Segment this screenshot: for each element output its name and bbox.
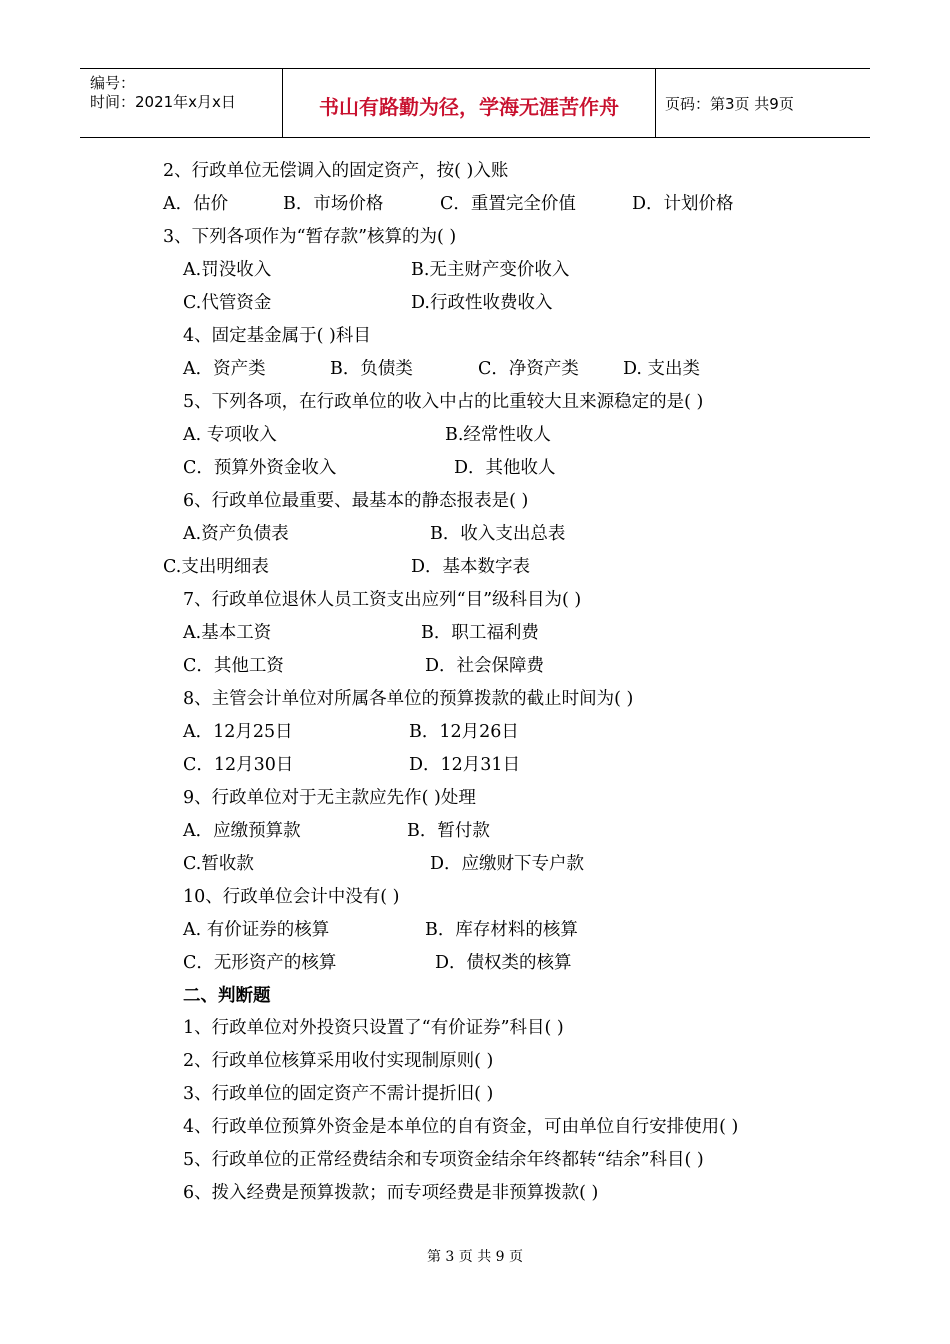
option-text: B．收入支出总表 bbox=[430, 524, 566, 544]
option-text: B．12月26日 bbox=[409, 722, 519, 742]
question-text: 8、主管会计单位对所属各单位的预算拨款的截止时间为( ) bbox=[183, 689, 634, 709]
option-text: C．其他工资 bbox=[183, 656, 284, 676]
option-text: D．12月31日 bbox=[409, 755, 521, 775]
header-motto: 书山有路勤为径，学海无涯苦作舟 bbox=[319, 95, 619, 119]
option-text: B.经常性收人 bbox=[445, 425, 551, 445]
question-text: 7、行政单位退休人员工资支出应列“目”级科目为( ) bbox=[183, 590, 582, 610]
option-text: C.暂收款 bbox=[183, 854, 254, 874]
option-text: D．其他收人 bbox=[454, 458, 556, 478]
question-text: 3、下列各项作为“暂存款”核算的为( ) bbox=[163, 227, 457, 247]
judgement-item: 2、行政单位核算采用收付实现制原则( ) bbox=[183, 1051, 494, 1071]
question-text: 2、行政单位无偿调入的固定资产，按( )入账 bbox=[163, 161, 509, 181]
option-text: B．负债类 bbox=[330, 359, 413, 379]
judgement-item: 3、行政单位的固定资产不需计提折旧( ) bbox=[183, 1084, 494, 1104]
option-text: B．市场价格 bbox=[283, 194, 384, 214]
option-text: D．社会保障费 bbox=[425, 656, 545, 676]
option-text: D．应缴财下专户款 bbox=[430, 854, 585, 874]
option-text: D．债权类的核算 bbox=[435, 953, 572, 973]
option-text: C．无形资产的核算 bbox=[183, 953, 337, 973]
option-text: B.无主财产变价收入 bbox=[411, 260, 570, 280]
option-text: A. 有价证券的核算 bbox=[183, 920, 330, 940]
header-meta-cell bbox=[80, 69, 282, 137]
option-text: D.行政性收费收入 bbox=[411, 293, 553, 313]
judgement-item: 1、行政单位对外投资只设置了“有价证券”科目( ) bbox=[183, 1018, 564, 1038]
question-text: 5、下列各项，在行政单位的收入中占的比重较大且来源稳定的是( ) bbox=[183, 392, 704, 412]
option-text: A. 专项收入 bbox=[183, 425, 277, 445]
option-text: D. 支出类 bbox=[623, 359, 701, 379]
option-text: B．职工福利费 bbox=[421, 623, 539, 643]
question-text: 9、行政单位对于无主款应先作( )处理 bbox=[183, 788, 476, 808]
option-text: D．计划价格 bbox=[632, 194, 734, 214]
option-text: A．资产类 bbox=[183, 359, 266, 379]
judgement-item: 5、行政单位的正常经费结余和专项资金结余年终都转“结余”科目( ) bbox=[183, 1150, 704, 1170]
option-text: C．重置完全价值 bbox=[440, 194, 576, 214]
option-text: C．净资产类 bbox=[478, 359, 579, 379]
section-heading: 二、判断题 bbox=[183, 986, 271, 1006]
question-text: 10、行政单位会计中没有( ) bbox=[183, 887, 400, 907]
page-header bbox=[80, 68, 870, 138]
judgement-item: 6、拨入经费是预算拨款；而专项经费是非预算拨款( ) bbox=[183, 1183, 599, 1203]
option-text: A.基本工资 bbox=[183, 623, 272, 643]
header-page-info: 页码：第3页 共9页 bbox=[665, 95, 794, 113]
option-text: A.资产负债表 bbox=[183, 524, 289, 544]
document-date: 时间：2021年x月x日 bbox=[90, 93, 236, 111]
judgement-item: 4、行政单位预算外资金是本单位的自有资金，可由单位自行安排使用( ) bbox=[183, 1117, 739, 1137]
option-text: A．12月25日 bbox=[183, 722, 293, 742]
option-text: D．基本数字表 bbox=[411, 557, 531, 577]
question-text: 6、行政单位最重要、最基本的静态报表是( ) bbox=[183, 491, 529, 511]
option-text: C．预算外资金收入 bbox=[183, 458, 337, 478]
page-footer: 第 3 页 共 9 页 bbox=[426, 1249, 524, 1265]
document-number-label: 编号： bbox=[90, 74, 136, 92]
question-text: 4、固定基金属于( )科目 bbox=[183, 326, 371, 346]
option-text: C．12月30日 bbox=[183, 755, 294, 775]
option-text: B．库存材料的核算 bbox=[425, 920, 578, 940]
option-text: A.罚没收入 bbox=[183, 260, 272, 280]
header-motto-cell bbox=[282, 69, 656, 137]
header-page-cell bbox=[655, 69, 870, 137]
option-text: B．暂付款 bbox=[407, 821, 490, 841]
option-text: A．应缴预算款 bbox=[183, 821, 301, 841]
option-text: A．估价 bbox=[163, 194, 229, 214]
option-text: C.代管资金 bbox=[183, 293, 272, 313]
option-text: C.支出明细表 bbox=[163, 557, 269, 577]
